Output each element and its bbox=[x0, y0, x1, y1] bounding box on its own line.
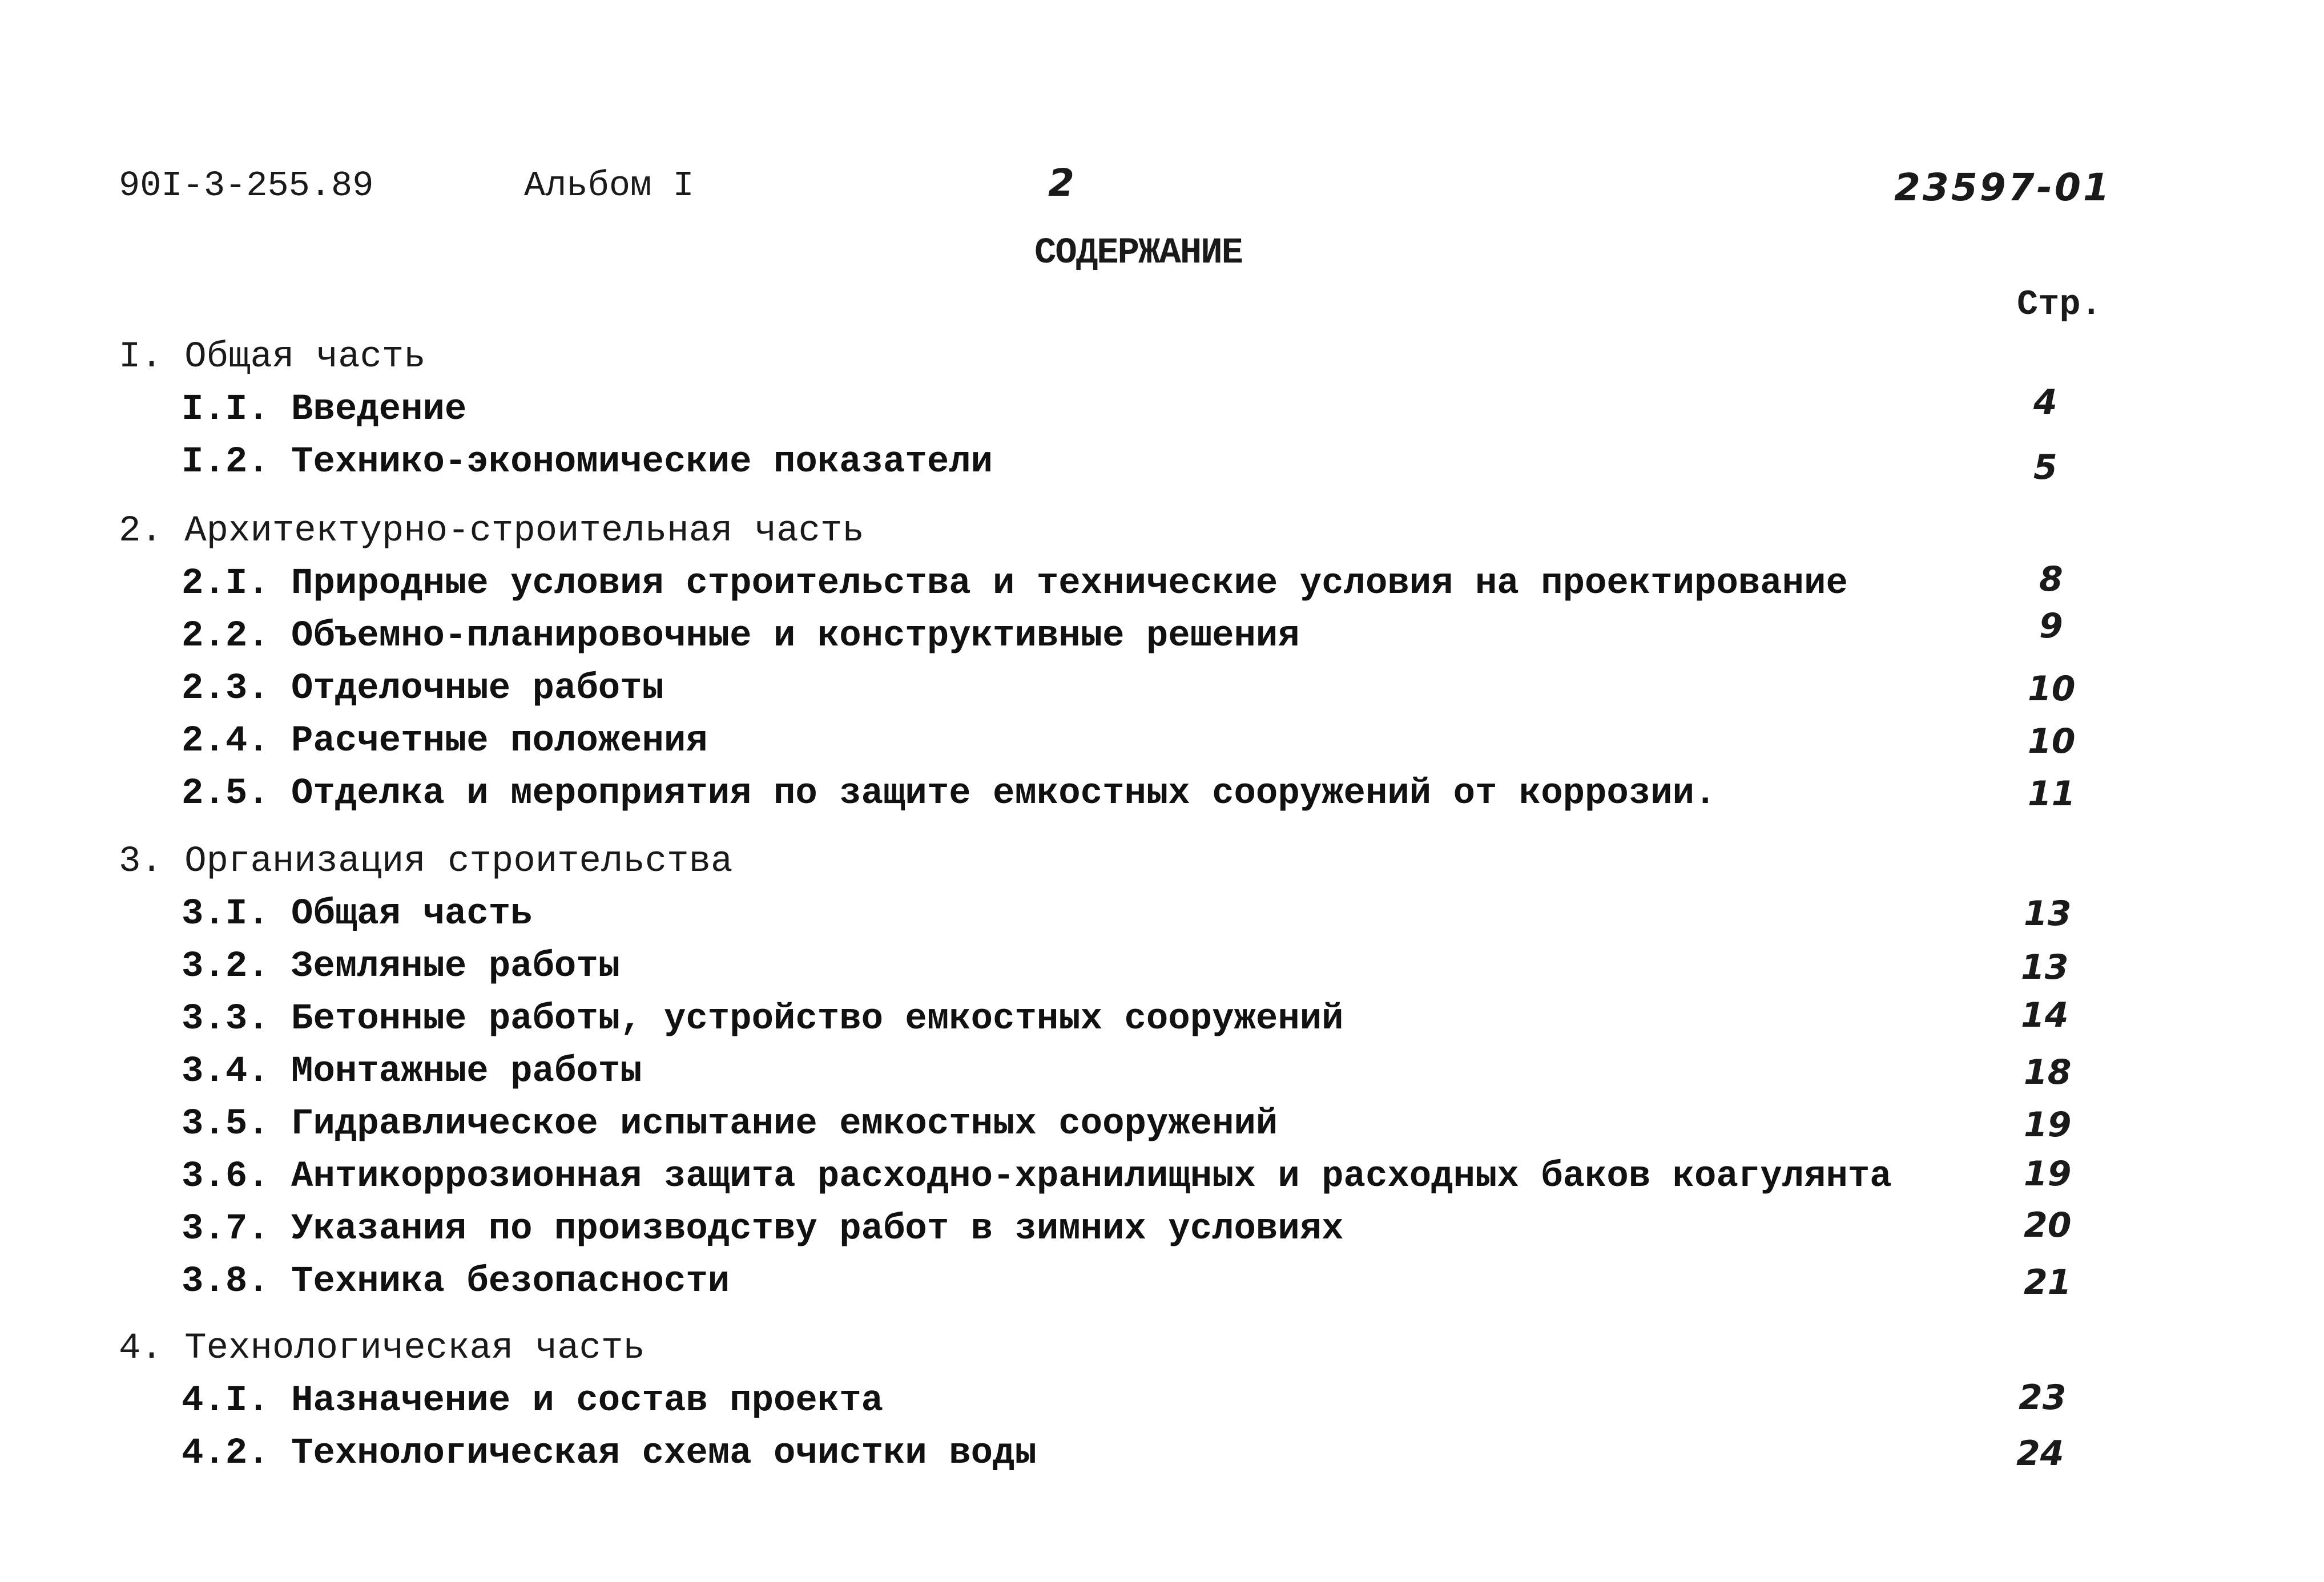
toc-item-number: 3.2. bbox=[182, 946, 269, 987]
toc-item-page: 5 bbox=[2033, 447, 2057, 487]
toc-item-number: 4.I. bbox=[182, 1381, 269, 1422]
section-number: I. bbox=[119, 337, 163, 378]
toc-item-number: 3.I. bbox=[182, 894, 269, 935]
toc-item-title: Введение bbox=[291, 389, 467, 430]
toc-item bbox=[182, 999, 1344, 1040]
section-title: Архитектурно-строительная часть bbox=[184, 511, 864, 552]
toc-item bbox=[182, 773, 1716, 814]
toc-item-title: Отделочные работы bbox=[291, 668, 664, 709]
toc-item-title: Гидравлическое испытание емкостных сооружений bbox=[291, 1104, 1278, 1145]
toc-item bbox=[182, 1156, 1892, 1197]
toc-item-number: 2.4. bbox=[182, 721, 269, 762]
toc-item bbox=[182, 389, 466, 430]
toc-item-page: 20 bbox=[2024, 1205, 2072, 1245]
toc-item-title: Отделка и мероприятия по защите емкостных сооружений от коррозии. bbox=[291, 773, 1717, 814]
toc-item-number: 3.3. bbox=[182, 999, 269, 1040]
section-number: 4. bbox=[119, 1328, 163, 1369]
page-title: СОДЕРЖАНИЕ bbox=[1034, 233, 1243, 274]
page-column-label: Стр. bbox=[2017, 284, 2102, 325]
toc-item-title: Общая часть bbox=[291, 894, 533, 935]
toc-item-page: 10 bbox=[2028, 721, 2076, 761]
toc-item-title: Природные условия строительства и технические условия на проектирование bbox=[291, 563, 1848, 604]
section-title: Общая часть bbox=[184, 337, 426, 378]
section-title: Технологическая часть bbox=[184, 1328, 645, 1369]
toc-item-number: 3.6. bbox=[182, 1156, 269, 1197]
sheet-number: 2 bbox=[1048, 161, 1074, 205]
toc-item-page: 8 bbox=[2039, 559, 2063, 599]
toc-item bbox=[182, 563, 1848, 604]
toc-item-title: Технико-экономические показатели bbox=[291, 442, 993, 483]
toc-item-title: Указания по производству работ в зимних условиях bbox=[291, 1209, 1344, 1250]
album-label: Альбом I bbox=[524, 166, 694, 206]
toc-item-number: I.I. bbox=[182, 389, 269, 430]
toc-item-number: 2.I. bbox=[182, 563, 269, 604]
toc-item bbox=[182, 1104, 1278, 1145]
toc-item bbox=[182, 668, 664, 709]
toc-item-title: Монтажные работы bbox=[291, 1051, 642, 1092]
toc-item-page: 4 bbox=[2033, 382, 2057, 422]
toc-item-page: 23 bbox=[2019, 1378, 2067, 1418]
toc-item bbox=[182, 1051, 642, 1092]
toc-item-number: 2.3. bbox=[182, 668, 269, 709]
toc-item-page: 10 bbox=[2028, 669, 2076, 709]
toc-item-title: Расчетные положения bbox=[291, 721, 708, 762]
toc-item-page: 24 bbox=[2016, 1434, 2064, 1474]
toc-item bbox=[182, 1381, 883, 1422]
toc-item-number: 3.4. bbox=[182, 1051, 269, 1092]
section-number: 2. bbox=[119, 511, 163, 552]
toc-item bbox=[182, 946, 620, 987]
toc-item-number: I.2. bbox=[182, 442, 269, 483]
toc-item-number: 2.2. bbox=[182, 616, 269, 657]
toc-item bbox=[182, 894, 533, 935]
toc-item bbox=[182, 1209, 1344, 1250]
toc-item bbox=[182, 721, 708, 762]
toc-section-heading bbox=[119, 841, 732, 882]
toc-item-title: Антикоррозионная защита расходно-хранилищных и расходных баков коагулянта bbox=[291, 1156, 1892, 1197]
toc-item-page: 11 bbox=[2028, 774, 2076, 814]
toc-item bbox=[182, 442, 993, 483]
toc-section-heading bbox=[119, 511, 864, 552]
toc-item-number: 4.2. bbox=[182, 1433, 269, 1474]
toc-item-title: Бетонные работы, устройство емкостных сооружений bbox=[291, 999, 1344, 1040]
toc-item-page: 18 bbox=[2024, 1052, 2072, 1092]
toc-section-heading bbox=[119, 1328, 645, 1369]
toc-item-title: Техника безопасности bbox=[291, 1261, 730, 1302]
toc-item-number: 2.5. bbox=[182, 773, 269, 814]
toc-item-title: Объемно-планировочные и конструктивные решения bbox=[291, 616, 1300, 657]
toc-item-number: 3.5. bbox=[182, 1104, 269, 1145]
archive-number: 23597-01 bbox=[1894, 166, 2112, 209]
toc-item-number: 3.7. bbox=[182, 1209, 269, 1250]
doc-code: 90I-3-255.89 bbox=[119, 166, 374, 206]
toc-item-page: 9 bbox=[2039, 606, 2063, 646]
toc-item-number: 3.8. bbox=[182, 1261, 269, 1302]
toc-item-title: Земляные работы bbox=[291, 946, 621, 987]
toc-item-title: Назначение и состав проекта bbox=[291, 1381, 883, 1422]
toc-item-page: 19 bbox=[2024, 1105, 2072, 1145]
toc-item-page: 19 bbox=[2024, 1154, 2072, 1194]
toc-item bbox=[182, 616, 1300, 657]
section-number: 3. bbox=[119, 841, 163, 882]
section-title: Организация строительства bbox=[184, 841, 733, 882]
toc-item-page: 13 bbox=[2024, 894, 2072, 934]
toc-item-page: 14 bbox=[2021, 995, 2069, 1035]
toc-item bbox=[182, 1261, 730, 1302]
toc-item-page: 21 bbox=[2024, 1262, 2072, 1302]
toc-section-heading bbox=[119, 337, 426, 378]
toc-item bbox=[182, 1433, 1037, 1474]
toc-item-title: Технологическая схема очистки воды bbox=[291, 1433, 1037, 1474]
toc-item-page: 13 bbox=[2021, 947, 2069, 987]
